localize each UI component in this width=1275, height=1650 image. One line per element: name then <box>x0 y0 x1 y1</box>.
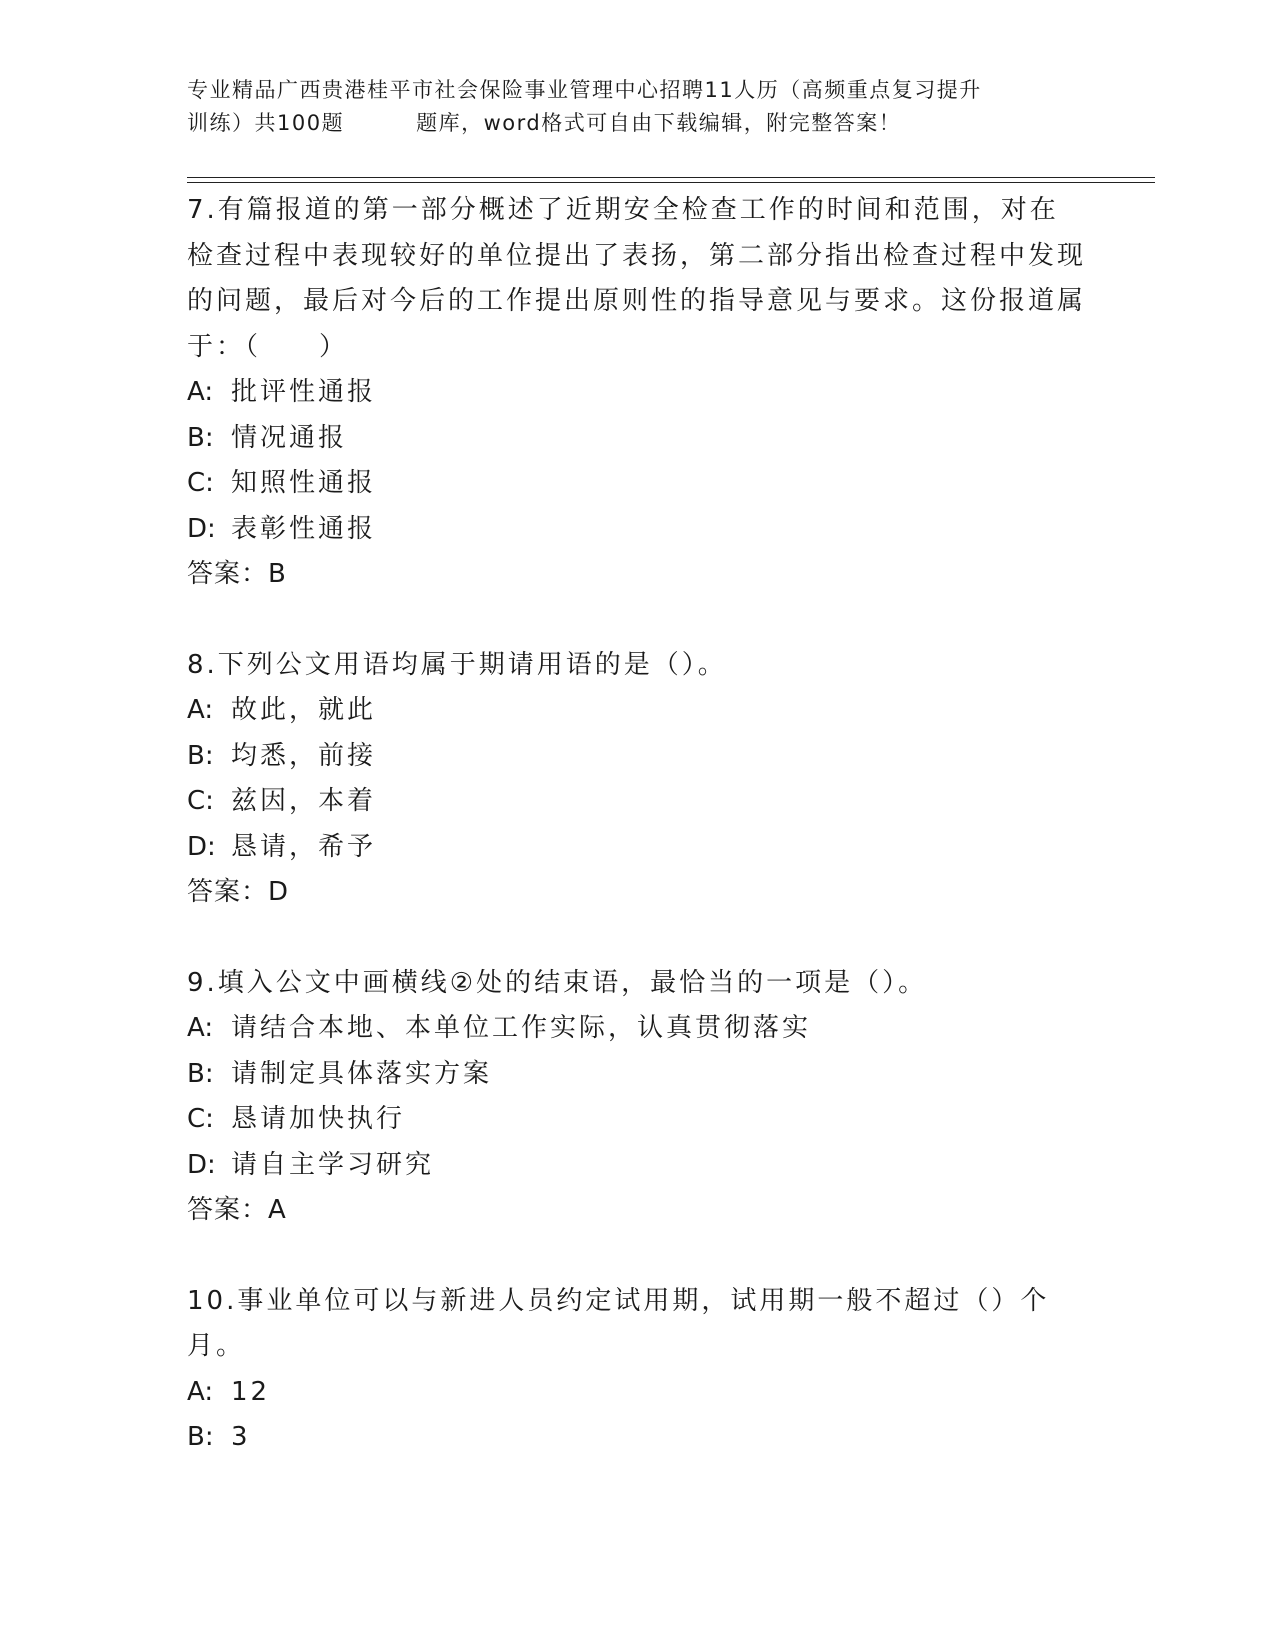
header-title-line-2 <box>187 107 1087 140</box>
answer: 答案：B <box>187 559 287 589</box>
answer: 答案：A <box>187 1195 287 1225</box>
option-b <box>187 416 1087 462</box>
option-a <box>187 688 1087 734</box>
option-a <box>187 1370 1087 1416</box>
option-text: 兹因，本着 <box>231 786 377 816</box>
option-label: A: <box>187 1013 214 1043</box>
option-label: B: <box>187 1422 214 1452</box>
option-label: C: <box>187 1104 214 1134</box>
option-label: D: <box>187 831 216 862</box>
option-label: C: <box>187 786 214 816</box>
option-d <box>187 825 1087 871</box>
option-text: 情况通报 <box>231 422 348 453</box>
option-text: 请自主学习研究 <box>231 1149 435 1180</box>
option-text: 表彰性通报 <box>231 513 377 544</box>
option-label: A: <box>187 1376 214 1407</box>
option-text: 请结合本地、本单位工作实际，认真贯彻落实 <box>231 1013 812 1043</box>
option-text: 故此，就此 <box>231 695 377 725</box>
header-title-line-1: 专业精品广西贵港桂平市社会保险事业管理中心招聘11人历（高频重点复习提升 <box>187 78 982 102</box>
question-9 <box>187 961 1087 1234</box>
option-b <box>187 1052 1087 1098</box>
option-text: 均悉，前接 <box>231 740 377 771</box>
answer: 答案：D <box>187 877 290 907</box>
option-text: 批评性通报 <box>231 377 377 407</box>
header-title-line-2-left: 训练）共100题 <box>187 111 345 135</box>
header-divider-top <box>187 177 1155 178</box>
option-label: B: <box>187 1058 214 1089</box>
option-label: B: <box>187 740 214 771</box>
option-text: 3 <box>231 1422 251 1452</box>
option-label: A: <box>187 377 214 407</box>
option-d <box>187 1143 1087 1189</box>
option-label: B: <box>187 422 214 453</box>
option-b <box>187 1415 1087 1461</box>
option-text: 请制定具体落实方案 <box>231 1058 493 1089</box>
option-text: 知照性通报 <box>231 468 377 498</box>
header-divider-bottom <box>187 182 1155 183</box>
option-a <box>187 370 1087 416</box>
header-title-line-2-right: 题库，word格式可自由下载编辑，附完整答案！ <box>416 111 902 135</box>
option-text: 恳请，希予 <box>231 831 377 862</box>
option-c <box>187 779 1087 825</box>
question-10 <box>187 1279 1087 1461</box>
option-c <box>187 1097 1087 1143</box>
question-list <box>187 188 1087 1461</box>
option-label: D: <box>187 1149 216 1180</box>
option-label: C: <box>187 468 214 498</box>
option-a <box>187 1006 1087 1052</box>
option-label: A: <box>187 695 214 725</box>
question-text: 7.有篇报道的第一部分概述了近期安全检查工作的时间和范围，对在检查过程中表现较好的单位提出了表扬，第二部分指出检查过程中发现的问题，最后对今后的工作提出原则性的指导意见与要求。这份报道属于：（ ） <box>187 195 1087 362</box>
question-text: 9.填入公文中画横线②处的结束语，最恰当的一项是（）。 <box>187 967 928 998</box>
page-header <box>187 74 1087 140</box>
question-8 <box>187 643 1087 916</box>
option-b <box>187 734 1087 780</box>
option-text: 恳请加快执行 <box>231 1104 406 1134</box>
option-label: D: <box>187 513 216 544</box>
option-c <box>187 461 1087 507</box>
option-text: 12 <box>231 1376 271 1407</box>
question-7 <box>187 188 1087 598</box>
option-d <box>187 507 1087 553</box>
question-text: 10.事业单位可以与新进人员约定试用期，试用期一般不超过（）个月。 <box>187 1285 1050 1361</box>
question-text: 8.下列公文用语均属于期请用语的是（）。 <box>187 649 727 680</box>
